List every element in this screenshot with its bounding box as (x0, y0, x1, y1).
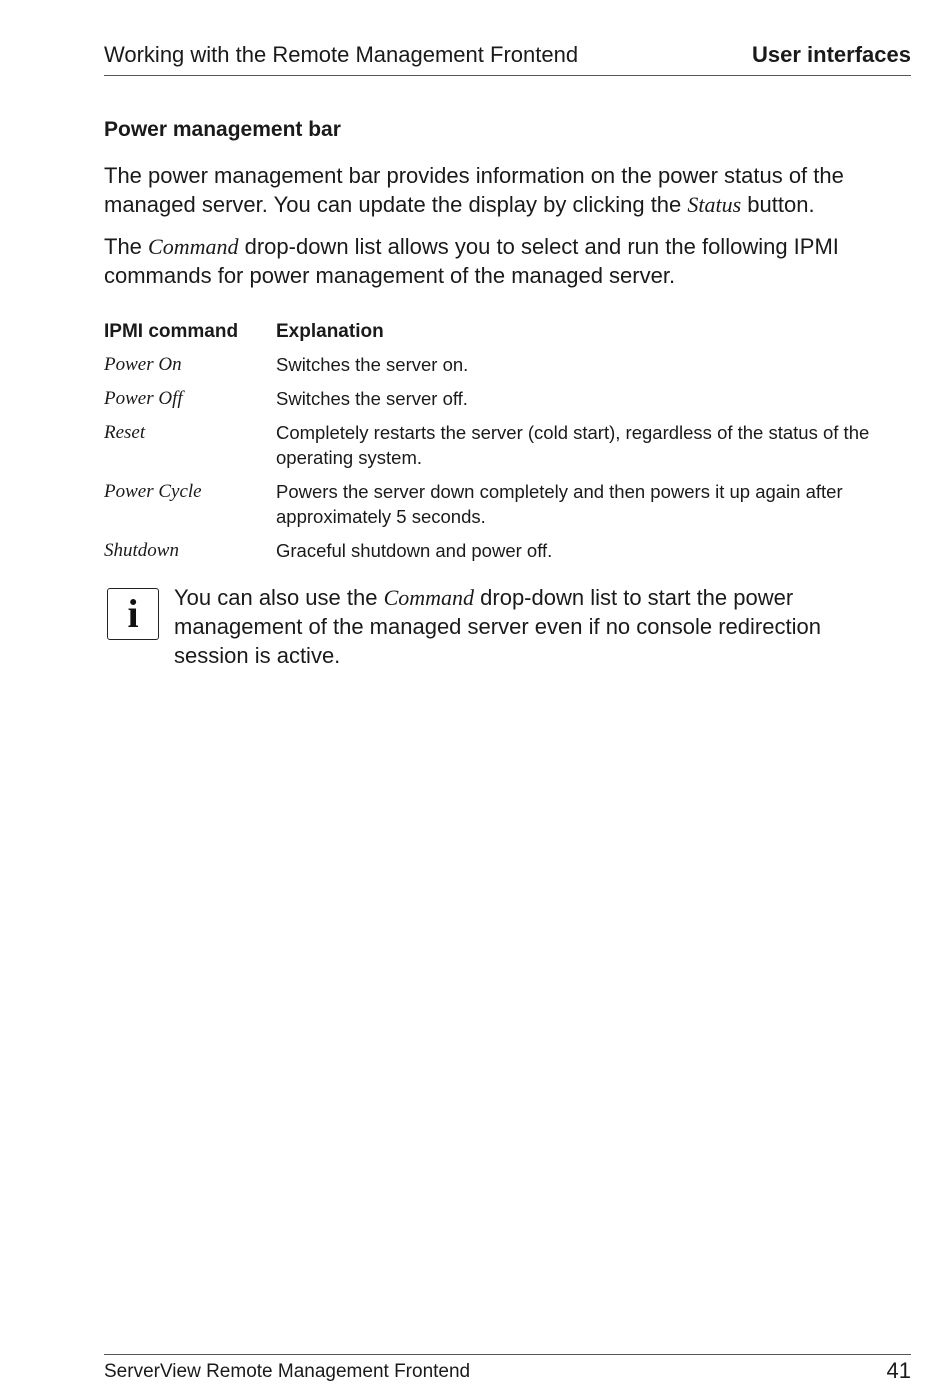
page-header (104, 40, 911, 76)
table-row (104, 538, 904, 563)
command-paragraph (104, 232, 904, 290)
table-row (104, 479, 904, 529)
intro-text-after: button. (741, 192, 815, 217)
intro-text-before: The power management bar provides information on the power status of the managed server. You can update the display by clicking the (104, 163, 844, 217)
column-header-explanation: Explanation (276, 321, 384, 342)
table-row (104, 386, 904, 411)
explanation-cell: Switches the server on. (276, 354, 469, 375)
header-section-title: User interfaces (752, 42, 911, 67)
explanation-cell: Powers the server down completely and then powers it up again after approximately 5 seconds. (276, 481, 843, 527)
command-list-term: Command (148, 234, 239, 259)
table-header-row (104, 318, 904, 352)
command-cell: Power Cycle (104, 481, 202, 502)
command-text-before: The (104, 234, 149, 259)
page-number: 41 (886, 1358, 911, 1383)
column-header-command: IPMI command (104, 321, 239, 342)
command-text-after: drop-down list allows you to select and run the following IPMI commands for power management of the managed server. (104, 234, 839, 288)
command-cell: Shutdown (104, 540, 179, 561)
section-title: Power management bar (104, 118, 341, 141)
table-row (104, 352, 904, 377)
command-cell: Reset (104, 422, 146, 443)
note-text-after: drop-down list to start the power management of the managed server even if no console redirection session is active. (174, 585, 821, 668)
header-chapter-title: Working with the Remote Management Frontend (104, 42, 579, 67)
status-button-term: Status (687, 192, 742, 217)
explanation-cell: Graceful shutdown and power off. (276, 540, 553, 561)
note-command-term: Command (383, 585, 475, 610)
explanation-cell: Switches the server off. (276, 388, 468, 409)
explanation-cell: Completely restarts the server (cold start), regardless of the status of the operating system. (276, 422, 870, 468)
page-footer (104, 1354, 911, 1384)
note-text (174, 583, 894, 670)
table-row (104, 420, 904, 470)
note-text-before: You can also use the (174, 585, 384, 610)
command-cell: Power On (104, 354, 182, 375)
intro-paragraph (104, 161, 904, 219)
info-icon: i (107, 588, 159, 640)
command-cell: Power Off (104, 388, 183, 409)
ipmi-command-table (104, 318, 904, 572)
footer-document-title: ServerView Remote Management Frontend (104, 1361, 471, 1382)
